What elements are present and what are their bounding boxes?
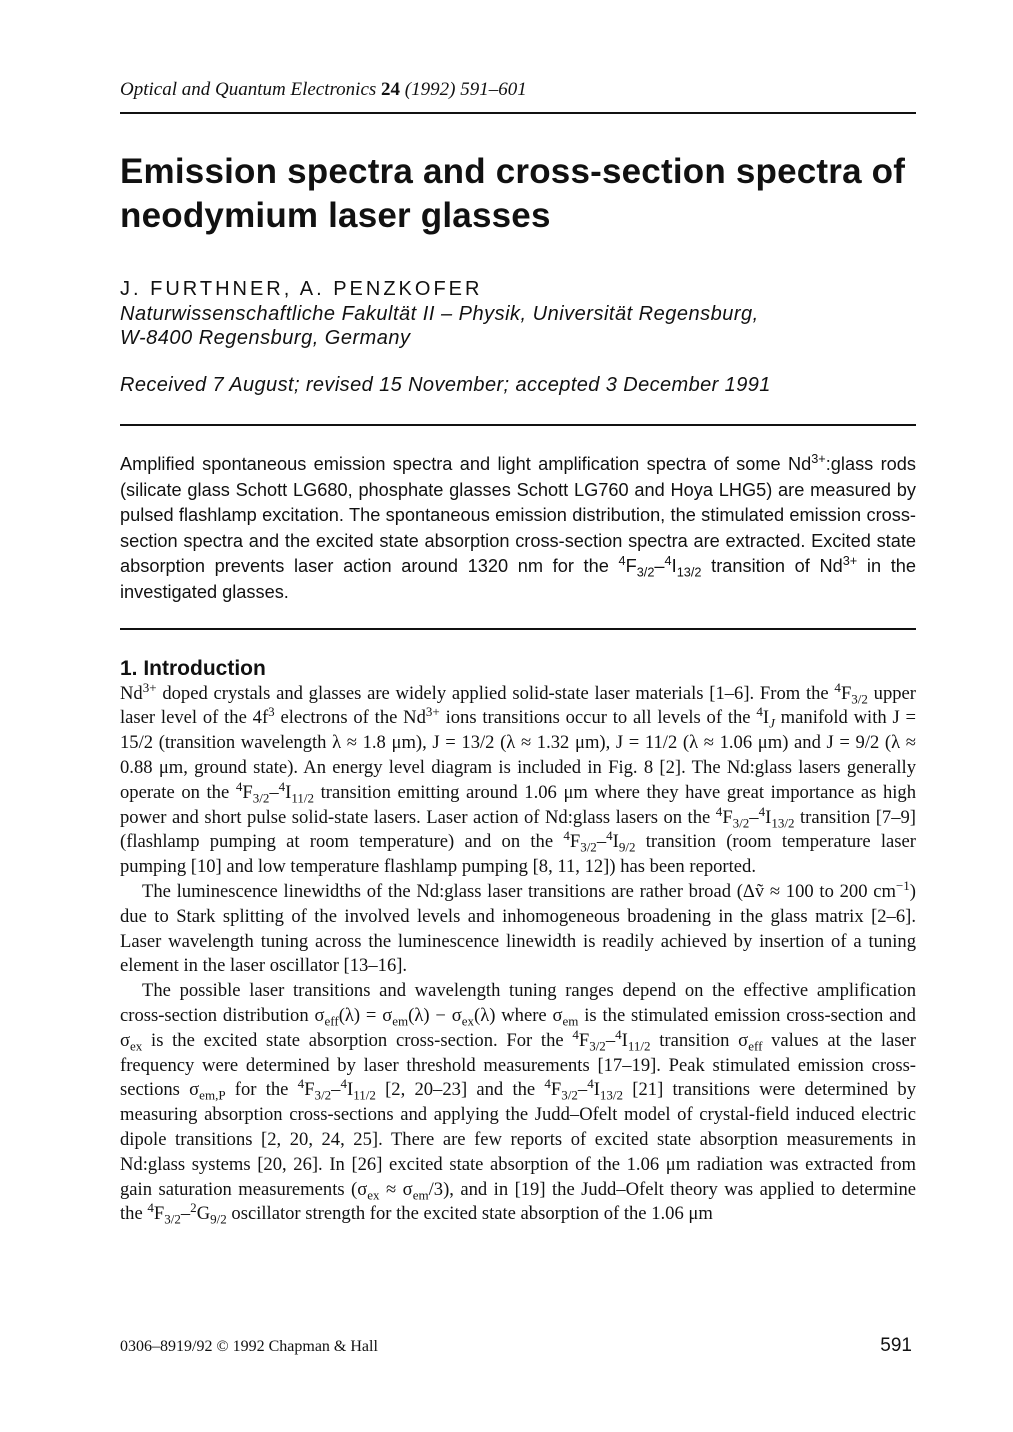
page-content [120, 78, 916, 1227]
affiliation-line-2: W-8400 Regensburg, Germany [120, 327, 411, 349]
paragraph-3: The possible laser transitions and wavelength tuning ranges depend on the effective amplification cross-section distribution $\sigma_{eff}(\lambda) = \sigma_{em}(\lambda) - \sigma_{ex}(\lambda)$ where $\sigma_{em}$ is the stimulated emission cross-section and $\sigma_{ex}$ is the excited state absorption cross-section. For the $^4F_{3/2}-^4I_{11/2}$ transition $\sigma_{eff}$ values at the laser frequency were determined by laser threshold measurements [17–19]. Peak stimulated emission cross-sections $\sigma_{em,P}$ for the $^4F_{3/2}-^4I_{11/2}$ [2, 20–23] and the $^4F_{3/2}-^4I_{13/2}$ [21] transitions were determined by measuring absorption cross-sections and applying the Judd–Ofelt model of crystal-field induced electric dipole transitions [2, 20, 24, 25]. There are few reports of excited state absorption measurements in Nd:glass systems [20, 26]. In [26] excited state absorption of the 1.06 μm radiation was extracted from gain saturation measurements $(\sigma_{ex} \approx \sigma_{em}/3)$, and in [19] the Judd–Ofelt theory was applied to determine the $^4F_{3/2}-^2G_{9/2}$ oscillator strength for the excited state absorption of the 1.06 μm [120, 980, 917, 1228]
paragraph-2: The luminescence linewidths of the Nd:glass laser transitions are rather broad (Δṽ ≈ 100 to 200 $cm^{-1}$) due to Stark splitting of the involved levels and inhomogeneous broadening in the glass matrix [2–6]. Laser wavelength tuning across the luminescence linewidth is readily achieved by insertion of a tuning element in the laser oscillator [13–16]. [120, 877, 916, 977]
page-footer [120, 1336, 916, 1360]
page-number: 591 [880, 1335, 912, 1356]
journal-year-pages: (1992) 591–601 [404, 79, 527, 100]
author-list: J. FURTHNER, A. PENZKOFER [120, 278, 483, 300]
abstract: Amplified spontaneous emission spectra and light amplification spectra of some $Nd^{3+}:glass$ rods (silicate glass Schott LG680, phosphate glasses Schott LG760 and Hoya LHG5) are measured by pulsed flashlamp excitation. The spontaneous emission distribution, the stimulated emission cross-section spectra and the excited state absorption cross-section spectra are extracted. Excited state absorption prevents laser action around 1320 nm for the $^4F_{3/2}-^4I_{13/2}$ transition of $Nd^{3+}$ in the investigated glasses. [120, 450, 917, 602]
abstract-top-rule [120, 424, 916, 426]
journal-citation [120, 78, 916, 102]
issn-copyright: 0306–8919/92 © 1992 Chapman & Hall [120, 1338, 378, 1355]
abstract-bottom-rule [120, 628, 916, 630]
journal-volume: 24 [381, 79, 401, 100]
affiliation-line-1: Naturwissenschaftliche Fakultät II – Physik, Universität Regensburg, [120, 303, 759, 325]
article-title: Emission spectra and cross-section spectra of neodymium laser glasses [120, 152, 906, 235]
body-text [120, 679, 917, 1228]
received-dates: Received 7 August; revised 15 November; accepted 3 December 1991 [120, 374, 771, 396]
section-heading: 1. Introduction [120, 656, 266, 680]
paragraph-1: $Nd^{3+}$ doped crystals and glasses are widely applied solid-state laser materials [1–6]. From the $^4F_{3/2}$ upper laser level of the $4f^3$ electrons of the $Nd^{3+}$ ions transitions occur to all levels of the $^4I_J$ manifold with J = 15/2 (transition wavelength λ ≈ 1.8 μm), J = 13/2 (λ ≈ 1.32 μm), J = 11/2 (λ ≈ 1.06 μm) and J = 9/2 (λ ≈ 0.88 μm, ground state). An energy level diagram is included in Fig. 8 [2]. The Nd:glass lasers generally operate on the $^4F_{3/2}-^4I_{11/2}$ transition emitting around 1.06 μm where they have great importance as high power and short pulse solid-state lasers. Laser action of Nd:glass lasers on the $^4F_{3/2}-^4I_{13/2}$ transition [7–9] (flashlamp pumping at room temperature) and on the $^4F_{3/2}-^4I_{9/2}$ transition (room temperature laser pumping [10] and low temperature flashlamp pumping [8, 11, 12]) has been reported. [120, 679, 917, 878]
header-rule [120, 112, 916, 114]
journal-name: Optical and Quantum Electronics [120, 79, 377, 100]
